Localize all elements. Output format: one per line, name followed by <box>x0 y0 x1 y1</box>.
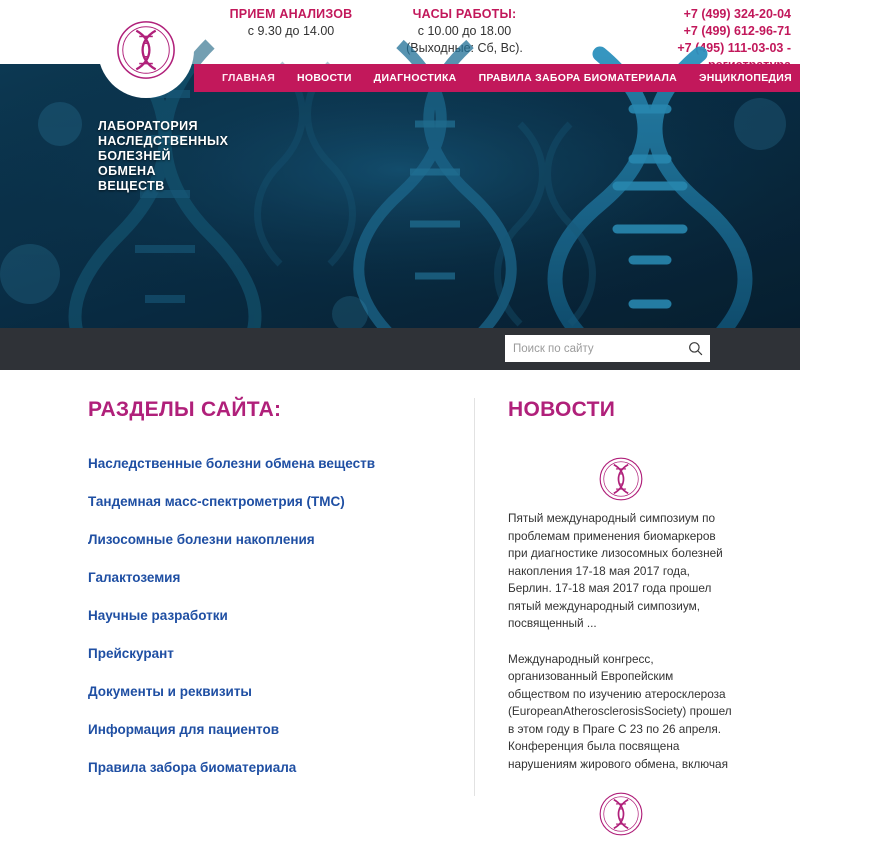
section-link-galactosemia[interactable]: Галактоземия <box>88 570 181 585</box>
nav-item-diagnostics[interactable]: ДИАГНОСТИКА <box>373 72 457 84</box>
search-button[interactable] <box>680 335 710 362</box>
search-input[interactable] <box>505 335 680 362</box>
news-column <box>508 398 733 855</box>
section-link-patient-info[interactable]: Информация для пациентов <box>88 722 280 737</box>
nav-item-news[interactable]: НОВОСТИ <box>297 72 352 84</box>
search-strip <box>0 328 800 370</box>
news-item[interactable] <box>508 651 733 774</box>
sections-title: РАЗДЕЛЫ САЙТА: <box>88 398 282 421</box>
hero-banner <box>0 64 800 328</box>
top-info-intake <box>206 6 376 40</box>
worktime-hours: с 10.00 до 18.00 <box>417 24 512 38</box>
search-icon <box>688 341 703 356</box>
news-item[interactable] <box>508 456 733 633</box>
hero-title <box>98 119 228 194</box>
nav-item-home[interactable]: ГЛАВНАЯ <box>222 72 276 84</box>
news-item[interactable] <box>508 791 733 837</box>
news-item-text: Международный конгресс, организованный Европейским обществом по изучению атеросклероза (EuropeanAtherosclerosisSociety) прошел в этом году в Праге С 23 по 26 апреля. Конференция была посвящена нарушениям жирового обмена, включая <box>508 651 732 771</box>
news-item-text: Пятый международный симпозиум по проблемам применения биомаркеров при диагностике лизосомных болезней накопления 17-18 мая 2017 года, Берлин. 17-18 мая 2017 года прошел пятый международный симпозиум, посвященный ... <box>508 511 723 630</box>
intake-hours: с 9.30 до 14.00 <box>247 24 335 38</box>
phone-1[interactable]: +7 (499) 324-20-04 <box>683 7 791 21</box>
news-title: НОВОСТИ <box>508 398 616 421</box>
nav-item-encyclopedia[interactable]: ЭНЦИКЛОПЕДИЯ <box>699 72 792 84</box>
dna-logo-icon <box>115 19 177 81</box>
dna-logo-icon <box>598 456 644 502</box>
section-link-lysosomal[interactable]: Лизосомные болезни накопления <box>88 532 315 547</box>
main-content <box>0 370 800 800</box>
phone-2[interactable]: +7 (499) 612-96-71 <box>683 24 791 38</box>
dna-logo-icon <box>598 791 644 837</box>
hero-title-line-5: ВЕЩЕСТВ <box>98 179 165 193</box>
section-link-tandem-ms[interactable]: Тандемная масс-спектрометрия (ТМС) <box>88 494 345 509</box>
nav-item-biomaterial-rules[interactable]: ПРАВИЛА ЗАБОРА БИОМАТЕРИАЛА <box>478 72 678 84</box>
worktime-weekend: (Выходные: Сб, Вс). <box>406 41 523 55</box>
sections-column <box>88 398 458 798</box>
section-link-hereditary-metabolic[interactable]: Наследственные болезни обмена веществ <box>88 456 376 471</box>
site-logo[interactable] <box>98 2 194 98</box>
section-link-pricelist[interactable]: Прейскурант <box>88 646 174 661</box>
worktime-title: ЧАСЫ РАБОТЫ: <box>412 7 517 21</box>
main-navigation <box>194 64 875 92</box>
phone-3[interactable]: +7 (495) 111-03-03 - <box>677 41 791 55</box>
section-link-research[interactable]: Научные разработки <box>88 608 228 623</box>
hero-dna-illustration <box>0 64 800 328</box>
hero-title-line-1: ЛАБОРАТОРИЯ <box>98 119 198 133</box>
hero-title-line-2: НАСЛЕДСТВЕННЫХ <box>98 134 229 148</box>
section-link-biomaterial-rules[interactable]: Правила забора биоматериала <box>88 760 297 775</box>
intake-title: ПРИЕМ АНАЛИЗОВ <box>229 7 353 21</box>
sections-link-list <box>88 456 458 775</box>
hero-title-line-4: ОБМЕНА <box>98 164 156 178</box>
nav-item-contacts[interactable]: КОНТАКТЫ <box>813 72 875 84</box>
section-link-documents[interactable]: Документы и реквизиты <box>88 684 252 699</box>
search-box[interactable] <box>505 335 710 362</box>
hero-title-line-3: БОЛЕЗНЕЙ <box>98 149 171 163</box>
column-divider <box>474 398 475 796</box>
